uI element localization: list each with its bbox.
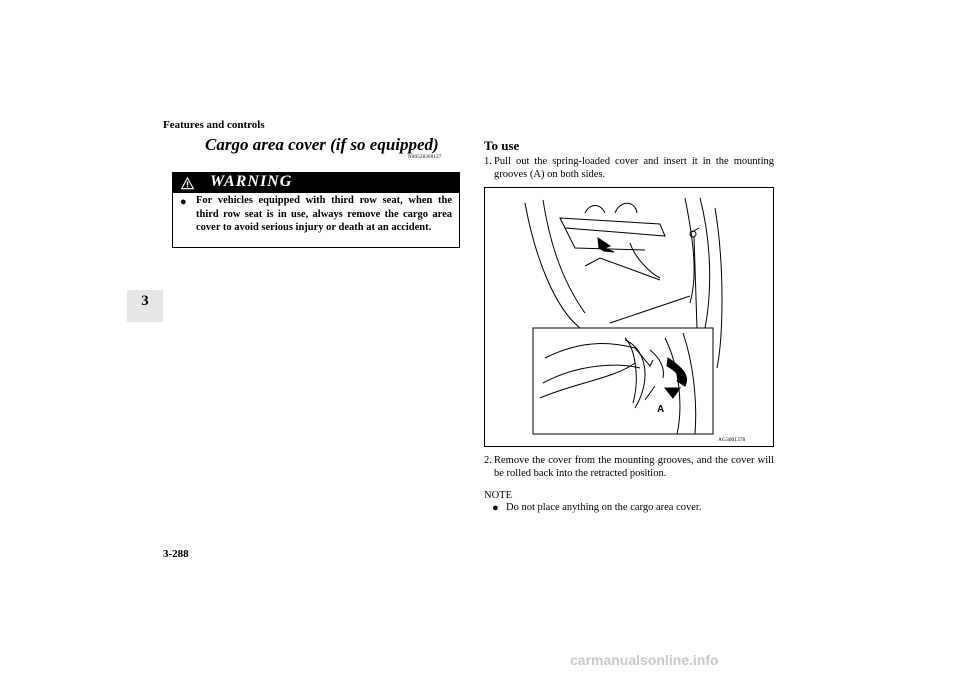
figure-frame	[484, 187, 774, 447]
figure-code: AG3001378	[718, 437, 746, 443]
warning-bullet: ●	[180, 196, 187, 208]
step-1	[484, 155, 774, 181]
section-code: N00528300127	[408, 155, 442, 160]
step-text: Pull out the spring-loaded cover and insert it in the mounting grooves (A) on both sides.	[494, 156, 774, 180]
warning-title: WARNING	[210, 173, 293, 190]
step-number: 1.	[484, 156, 492, 167]
cargo-cover-illustration	[485, 188, 773, 446]
chapter-number: 3	[141, 293, 149, 309]
step-text: Remove the cover from the mounting grooves, and the cover will be rolled back into the retracted position.	[494, 455, 774, 479]
page-number: 3-288	[163, 548, 189, 560]
running-header: Features and controls	[163, 119, 265, 131]
warning-text: For vehicles equipped with third row seat, when the third row seat is in use, always remove the cargo area cover to avoid serious injury or death at an accident.	[196, 195, 452, 233]
watermark: carmanualsonline.info	[570, 652, 719, 668]
step-number: 2.	[484, 455, 492, 466]
figure-label-a: A	[657, 404, 665, 415]
note-text: Do not place anything on the cargo area cover.	[506, 502, 702, 513]
section-title: Cargo area cover (if so equipped)	[205, 135, 439, 154]
warning-triangle-icon	[180, 176, 195, 190]
note-label: NOTE	[484, 490, 512, 501]
step-2	[484, 454, 774, 480]
to-use-title: To use	[484, 138, 520, 153]
note-bullet: ●	[492, 502, 499, 514]
